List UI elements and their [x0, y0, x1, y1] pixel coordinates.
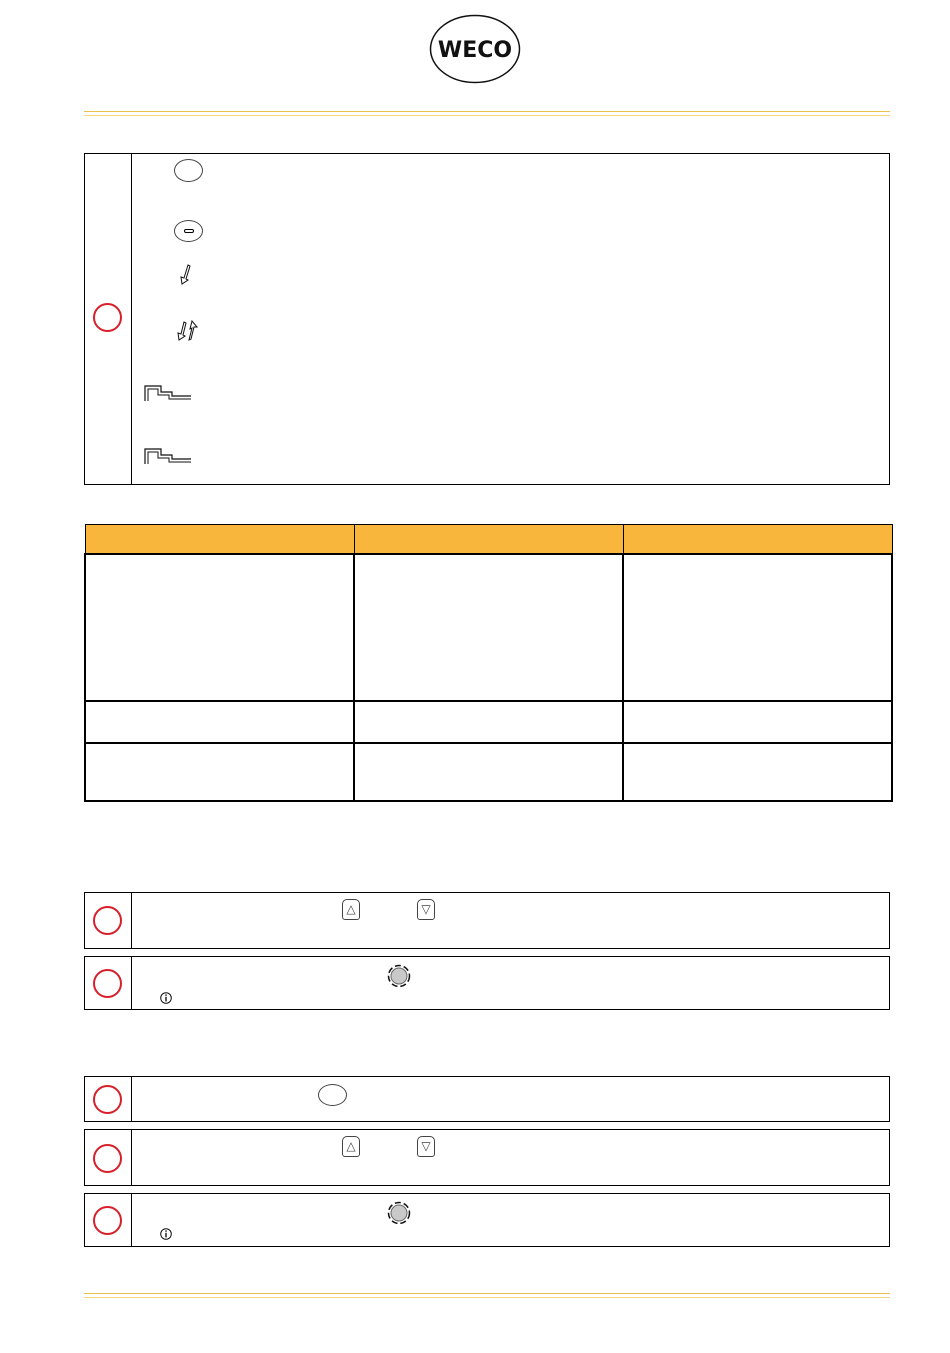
spec-table	[84, 524, 893, 802]
stepped-waveform-icon	[144, 384, 192, 402]
table-cell	[85, 554, 354, 701]
double-arrow-icon	[175, 320, 199, 342]
table-cell	[623, 701, 892, 743]
triangle-down-key-icon: ▽	[417, 899, 435, 920]
minus-key-icon	[174, 220, 203, 242]
table-header-cell	[85, 525, 354, 555]
info-icon	[160, 1228, 172, 1240]
table-header-cell	[623, 525, 892, 555]
procedure-step-box	[84, 956, 890, 1010]
table-cell	[623, 743, 892, 801]
single-arrow-down-icon	[177, 264, 195, 286]
table-cell	[354, 743, 623, 801]
procedure-step-box	[84, 1076, 890, 1122]
table-cell	[354, 701, 623, 743]
triangle-up-key-icon: △	[342, 1136, 360, 1157]
table-cell	[85, 701, 354, 743]
step-marker	[93, 1085, 122, 1114]
encoder-knob-icon	[387, 964, 411, 988]
table-row	[85, 554, 892, 701]
triangle-up-key-icon: △	[342, 899, 360, 920]
table-header-row	[85, 525, 892, 555]
info-icon	[160, 992, 172, 1004]
table-header-cell	[354, 525, 623, 555]
blank-oval-key-icon	[174, 159, 203, 182]
procedure-step-box	[84, 1129, 890, 1186]
header-rule-2	[84, 115, 890, 116]
weco-logo	[429, 14, 521, 84]
table-cell	[85, 743, 354, 801]
step-marker	[93, 906, 122, 935]
table-cell	[354, 554, 623, 701]
procedure-step-box	[84, 1193, 890, 1247]
triangle-down-key-icon: ▽	[417, 1136, 435, 1157]
table-row	[85, 743, 892, 801]
step-marker	[93, 303, 122, 332]
header-rule	[84, 111, 890, 112]
stepped-waveform-icon-2	[144, 447, 192, 465]
step-marker	[93, 1144, 122, 1173]
step-marker	[93, 969, 122, 998]
blank-oval-key-icon	[318, 1084, 347, 1106]
symbols-legend-box	[84, 153, 890, 485]
footer-rule-2	[84, 1297, 890, 1298]
footer-rule	[84, 1293, 890, 1294]
table-cell	[623, 554, 892, 701]
table-row	[85, 701, 892, 743]
encoder-knob-icon	[387, 1201, 411, 1225]
step-marker	[93, 1206, 122, 1235]
procedure-step-box	[84, 892, 890, 949]
logo-text: WECO	[437, 38, 513, 63]
